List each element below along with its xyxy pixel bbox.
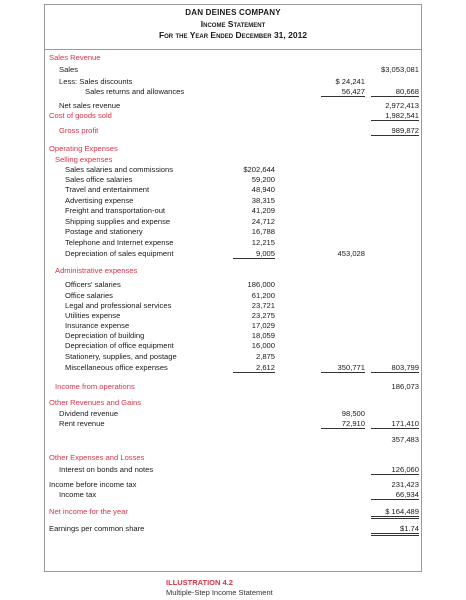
row-label: Selling expenses: [55, 155, 113, 164]
row-label: Less: Sales discounts: [59, 77, 133, 86]
row-label: Depreciation of office equipment: [65, 341, 174, 350]
row-amount-c1: $202,644: [243, 165, 275, 174]
row-amount-c1: 12,215: [251, 238, 275, 247]
row-amount-c3: $1.74: [371, 524, 419, 536]
row-amount-c1: 16,788: [251, 227, 275, 236]
company-name: DAN DEINES COMPANY: [185, 8, 281, 17]
row-amount-c1: 2,875: [255, 352, 275, 361]
row-label: Miscellaneous office expenses: [65, 363, 168, 372]
row-label: Postage and stationery: [65, 227, 143, 236]
row-label: Earnings per common share: [49, 524, 145, 533]
row-label: Cost of goods sold: [49, 111, 112, 120]
row-amount-c1: 61,200: [251, 291, 275, 300]
row-amount-c2: 350,771: [321, 363, 365, 373]
row-label: Telephone and Internet expense: [65, 238, 174, 247]
statement-row: [45, 331, 421, 341]
row-amount-c1: 17,029: [251, 321, 275, 330]
statement-row: [45, 352, 421, 362]
statement-row: [45, 87, 421, 97]
row-amount-c1: 41,209: [251, 206, 275, 215]
row-amount-c3: $3,053,081: [380, 65, 419, 74]
row-amount-c3: 186,073: [391, 382, 419, 391]
statement-row: [45, 409, 421, 419]
statement-row: [45, 165, 421, 175]
row-amount-c1: 2,612: [233, 363, 275, 373]
row-amount-c3: 989,872: [371, 126, 419, 136]
statement-row: [45, 53, 421, 63]
row-label: Net income for the year: [49, 507, 128, 516]
row-label: Interest on bonds and notes: [59, 465, 154, 474]
statement-row: [45, 382, 421, 392]
statement-row: [45, 453, 421, 463]
statement-row: [45, 465, 421, 475]
row-amount-c1: 16,000: [251, 341, 275, 350]
statement-row: [45, 206, 421, 216]
statement-row: [45, 507, 421, 517]
statement-row: [45, 480, 421, 490]
row-label: Utilities expense: [65, 311, 121, 320]
row-amount-c2: 72,910: [321, 419, 365, 429]
statement-row: [45, 175, 421, 185]
row-label: Net sales revenue: [59, 101, 121, 110]
row-label: Administrative expenses: [55, 266, 138, 275]
row-amount-c1: 23,275: [251, 311, 275, 320]
statement-row: [45, 321, 421, 331]
statement-row: [45, 144, 421, 154]
statement-row: [45, 363, 421, 373]
row-amount-c1: 186,000: [247, 280, 275, 289]
row-label: Sales: [59, 65, 78, 74]
row-label: Other Revenues and Gains: [49, 398, 142, 407]
statement-row: [45, 266, 421, 276]
row-amount-c3: 2,972,413: [385, 101, 419, 110]
row-label: Stationery, supplies, and postage: [65, 352, 177, 361]
row-amount-c2: 98,500: [341, 409, 365, 418]
statement-row: [45, 155, 421, 165]
row-amount-c2: $ 24,241: [335, 77, 365, 86]
statement-row: [45, 249, 421, 259]
statement-row: [45, 524, 421, 534]
statement-row: [45, 238, 421, 248]
statement-row: [45, 185, 421, 195]
statement-row: [45, 111, 421, 121]
row-label: Rent revenue: [59, 419, 105, 428]
row-label: Sales office salaries: [65, 175, 133, 184]
row-label: Officers' salaries: [65, 280, 121, 289]
illustration-caption: Multiple-Step Income Statement: [166, 588, 273, 597]
row-label: Sales salaries and commissions: [65, 165, 174, 174]
statement-row: [45, 101, 421, 111]
row-amount-c3: 66,934: [371, 490, 419, 500]
row-amount-c1: 48,940: [251, 185, 275, 194]
row-amount-c3: $ 164,489: [371, 507, 419, 519]
row-amount-c1: 24,712: [251, 217, 275, 226]
statement-row: [45, 291, 421, 301]
statement-row: [45, 490, 421, 500]
row-amount-c1: 18,059: [251, 331, 275, 340]
statement-row: [45, 311, 421, 321]
row-label: Freight and transportation-out: [65, 206, 166, 215]
statement-row: [45, 280, 421, 290]
row-label: Income before income tax: [49, 480, 137, 489]
income-statement: [44, 4, 422, 572]
statement-row: [45, 77, 421, 87]
statement-row: [45, 419, 421, 429]
statement-row: [45, 65, 421, 75]
row-label: Income tax: [59, 490, 97, 499]
row-amount-c1: 9,005: [233, 249, 275, 259]
row-amount-c3: 126,060: [371, 465, 419, 475]
row-amount-c3: 171,410: [371, 419, 419, 429]
statement-row: [45, 341, 421, 351]
row-amount-c2: 56,427: [321, 87, 365, 97]
row-label: Legal and professional services: [65, 301, 172, 310]
statement-row: [45, 126, 421, 136]
row-label: Operating Expenses: [49, 144, 118, 153]
statement-row: [45, 196, 421, 206]
row-amount-c2: 453,028: [337, 249, 365, 258]
row-label: Sales Revenue: [49, 53, 101, 62]
row-label: Travel and entertainment: [65, 185, 150, 194]
illustration-number: ILLUSTRATION 4.2: [166, 578, 233, 587]
row-label: Depreciation of building: [65, 331, 145, 340]
row-label: Office salaries: [65, 291, 113, 300]
row-label: Depreciation of sales equipment: [65, 249, 174, 258]
statement-row: [45, 398, 421, 408]
header-divider: [45, 49, 421, 50]
statement-title: Income Statement: [200, 19, 266, 29]
row-label: Insurance expense: [65, 321, 130, 330]
row-label: Income from operations: [55, 382, 135, 391]
row-amount-c3: 357,483: [391, 435, 419, 444]
row-amount-c3: 231,423: [391, 480, 419, 489]
row-amount-c1: 38,315: [251, 196, 275, 205]
row-label: Shipping supplies and expense: [65, 217, 171, 226]
row-amount-c1: 23,721: [251, 301, 275, 310]
row-label: Advertising expense: [65, 196, 134, 205]
row-amount-c1: 59,200: [251, 175, 275, 184]
row-amount-c3: 803,799: [371, 363, 419, 373]
row-amount-c3: 1,982,541: [371, 111, 419, 121]
row-label: Dividend revenue: [59, 409, 119, 418]
row-label: Sales returns and allowances: [85, 87, 185, 96]
statement-row: [45, 217, 421, 227]
statement-period: For the Year Ended December 31, 2012: [158, 30, 308, 40]
statement-row: [45, 227, 421, 237]
statement-row: [45, 301, 421, 311]
statement-row: [45, 435, 421, 445]
row-amount-c3: 80,668: [371, 87, 419, 97]
row-label: Other Expenses and Losses: [49, 453, 145, 462]
row-label: Gross profit: [59, 126, 99, 135]
